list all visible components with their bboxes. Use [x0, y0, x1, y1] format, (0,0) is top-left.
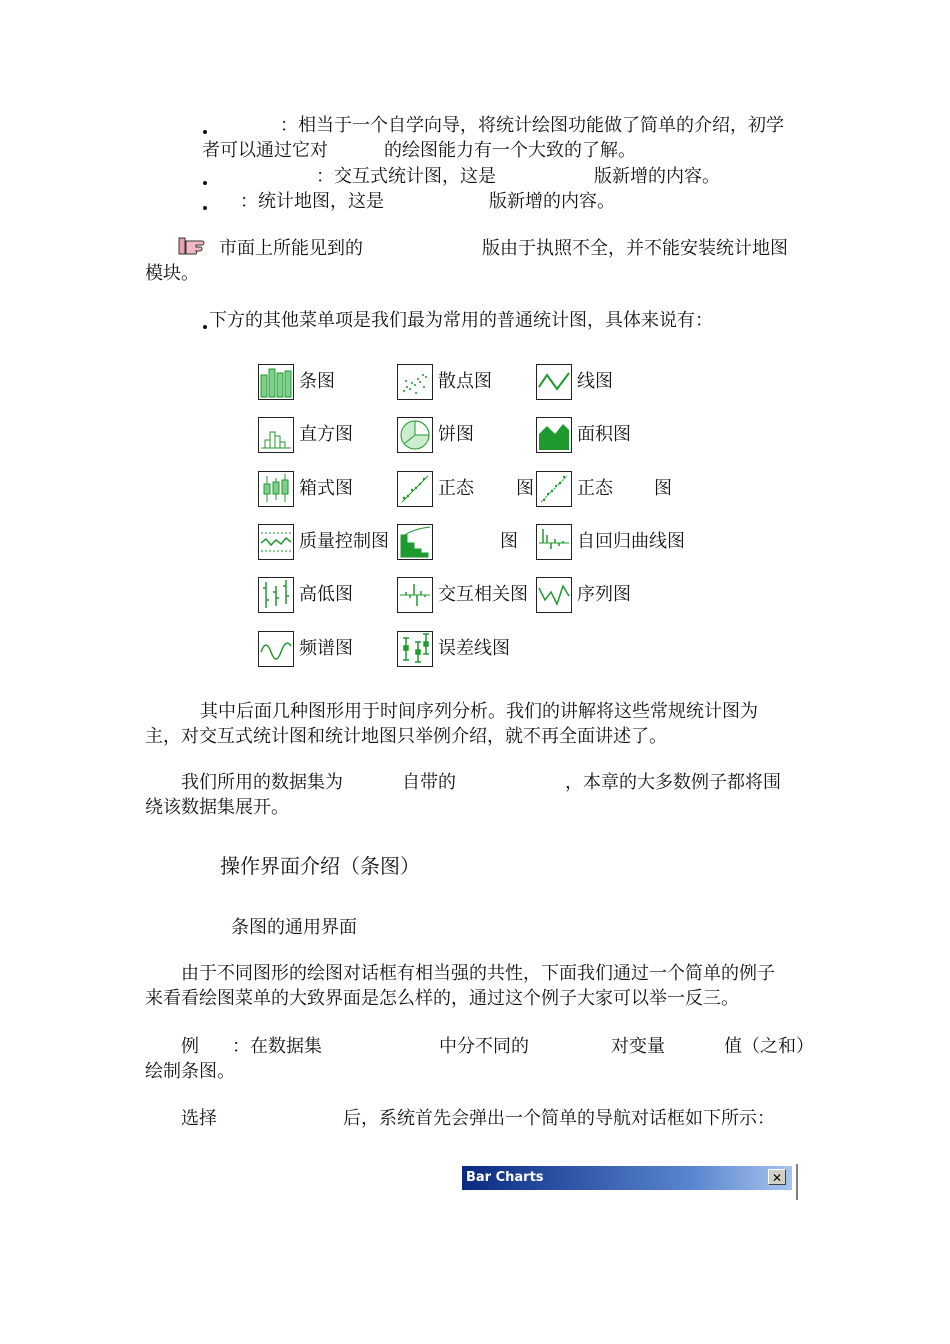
menu-intro: 下方的其他菜单项是我们最为常用的普通统计图，具体来说有：	[209, 310, 713, 331]
example-p1: 例	[181, 1036, 199, 1057]
close-button[interactable]: ✕	[768, 1169, 786, 1185]
chart-type-label: 质量控制图	[299, 531, 389, 552]
bullet	[203, 325, 207, 329]
select-p1: 选择	[181, 1108, 217, 1129]
chart-type-label: 正态	[577, 478, 613, 499]
dialog-title: Bar Charts	[466, 1170, 544, 1185]
chart-type-label: 频谱图	[299, 638, 353, 659]
para2-part2: 自带的	[402, 772, 456, 793]
chart-type-label: 直方图	[299, 424, 353, 445]
intro-item-2b: 版新增的内容。	[594, 166, 720, 187]
example-p5: 值（之和）	[724, 1036, 814, 1057]
intro-item-2: ：交互式统计图，这是	[316, 166, 496, 187]
para3-line2: 来看看绘图菜单的大致界面是怎么样的，通过这个例子大家可以举一反三。	[145, 988, 739, 1009]
note-part2: 版由于执照不全，并不能安装统计地图	[482, 238, 788, 259]
note-line2: 模块。	[145, 263, 199, 284]
para2-line2: 绕该数据集展开。	[145, 797, 289, 818]
sequence-chart-icon	[536, 577, 572, 613]
histogram-icon	[258, 417, 294, 453]
para1-line2: 主，对交互式统计图和统计地图只举例介绍，就不再全面讲述了。	[145, 726, 667, 747]
pie-chart-icon	[397, 417, 433, 453]
chart-type-label: 散点图	[438, 371, 492, 392]
dialog-title-bar[interactable]	[462, 1166, 792, 1190]
intro-item-3b: 版新增的内容。	[489, 191, 615, 212]
error-bar-icon	[397, 631, 433, 667]
intro-item-1-line2b: 的绘图能力有一个大致的了解。	[384, 140, 636, 161]
chart-type-label-suffix: 图	[654, 478, 672, 499]
bar-chart-icon	[258, 364, 294, 400]
para3-line1: 由于不同图形的绘图对话框有相当强的共性，下面我们通过一个简单的例子	[181, 963, 775, 984]
area-chart-icon	[536, 417, 572, 453]
subsection-title: 条图的通用界面	[231, 917, 357, 938]
para1-line1: 其中后面几种图形用于时间序列分析。我们的讲解将这些常规统计图为	[200, 701, 758, 722]
line-chart-icon	[536, 364, 572, 400]
bullet	[203, 130, 207, 134]
para2-part1: 我们所用的数据集为	[181, 772, 343, 793]
example-p2: ：在数据集	[232, 1036, 322, 1057]
chart-type-label: 面积图	[577, 424, 631, 445]
chart-type-label: 误差线图	[438, 638, 510, 659]
spectral-icon	[258, 631, 294, 667]
bullet	[203, 206, 207, 210]
chart-type-label: 饼图	[438, 424, 474, 445]
note-part1: 市面上所能见到的	[219, 238, 363, 259]
chart-type-label: 序列图	[577, 584, 631, 605]
para2-part3: ，本章的大多数例子都将围	[565, 772, 781, 793]
chart-type-label: 条图	[299, 371, 335, 392]
select-p2: 后，系统首先会弹出一个简单的导航对话框如下所示：	[343, 1108, 775, 1129]
intro-item-3: ：统计地图，这是	[240, 191, 384, 212]
scatter-chart-icon	[397, 364, 433, 400]
bar-charts-dialog	[462, 1164, 798, 1200]
chart-type-label: 自回归曲线图	[577, 531, 685, 552]
control-chart-icon	[258, 524, 294, 560]
example-p3: 中分不同的	[439, 1036, 529, 1057]
section-title: 操作界面介绍（条图）	[220, 854, 420, 878]
autocorrelation-icon	[536, 524, 572, 560]
intro-item-1-line2a: 者可以通过它对	[202, 140, 328, 161]
example-p4: 对变量	[611, 1036, 665, 1057]
cross-correlation-icon	[397, 577, 433, 613]
intro-item-1-line1: ：相当于一个自学向导，将统计绘图功能做了简单的介绍，初学	[280, 115, 784, 136]
chart-type-label: 箱式图	[299, 478, 353, 499]
pareto-chart-icon	[397, 524, 433, 560]
chart-type-label: 正态	[438, 478, 474, 499]
pointing-hand-icon	[178, 236, 208, 256]
pp-plot-icon	[397, 471, 433, 507]
boxplot-icon	[258, 471, 294, 507]
example-line2: 绘制条图。	[145, 1061, 235, 1082]
qq-plot-icon	[536, 471, 572, 507]
high-low-icon	[258, 577, 294, 613]
chart-type-label: 交互相关图	[438, 584, 528, 605]
chart-type-label-suffix: 图	[500, 531, 518, 552]
chart-type-label-suffix: 图	[516, 478, 534, 499]
bullet	[203, 181, 207, 185]
chart-type-label: 线图	[577, 371, 613, 392]
chart-type-label: 高低图	[299, 584, 353, 605]
